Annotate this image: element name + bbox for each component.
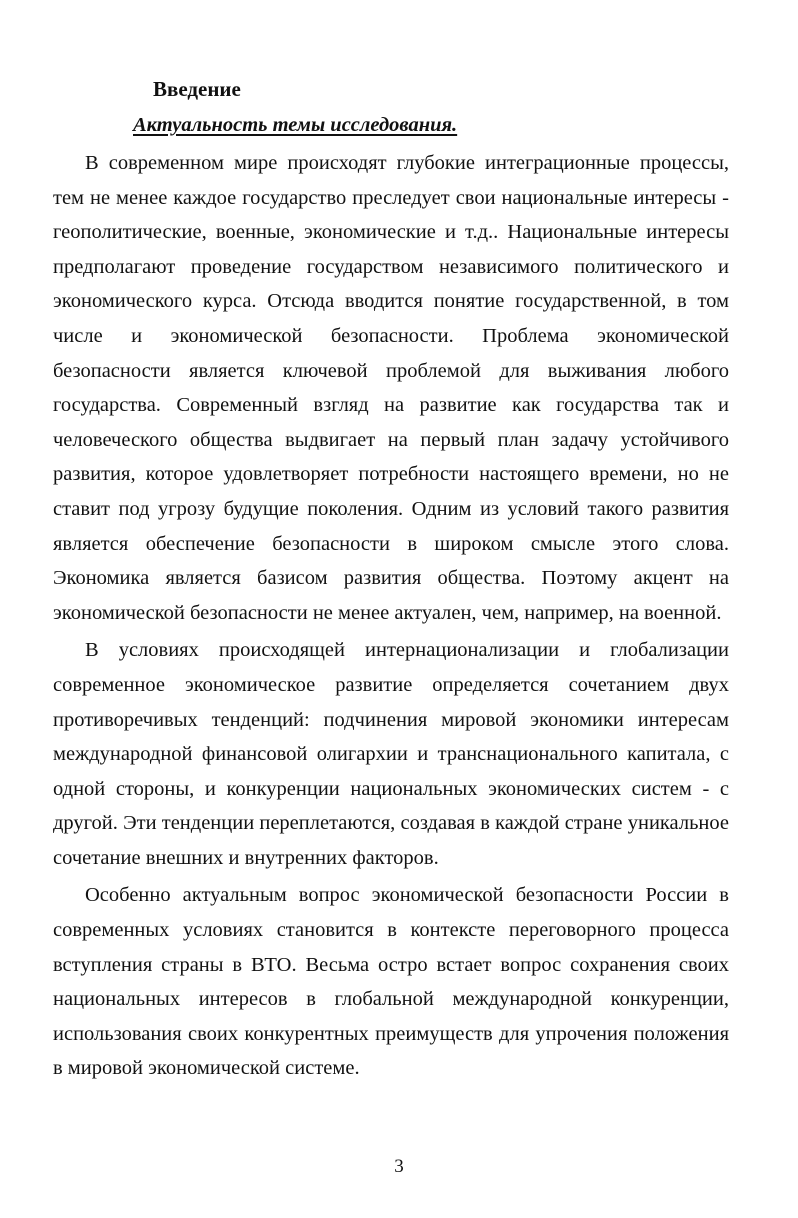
paragraph-1: В современном мире происходят глубокие интеграционные процессы, тем не менее каждое государство преследует свои национальные интересы - геополитические, военные, экономические и т.д.. Национальные интересы предполагают проведение государством независимого политического и экономического курса. Отсюда вводится понятие государственной, в том числе и экономической безопасности. Проблема экономической безопасности является ключевой проблемой для выживания любого государства. Современный взгляд на развитие как государства так и человеческого общества выдвигает на первый план задачу устойчивого развития, которое удовлетворяет потребности настоящего времени, но не ставит под угрозу будущие поколения. Одним из условий такого развития является обеспечение безопасности в широком смысле этого слова. Экономика является базисом развития общества. Поэтому акцент на экономической безопасности не менее актуален, чем, например, на военной. (53, 152, 729, 624)
paragraph-3: Особенно актуальным вопрос экономической безопасности России в современных условиях становится в контексте переговорного процесса вступления страны в ВТО. Весьма остро встает вопрос сохранения своих национальных интересов в глобальной международной конкуренции, использования своих конкурентных преимуществ для упрочения положения в мировой экономической системе. (53, 884, 729, 1080)
paragraph-2: В условиях происходящей интернационализации и глобализации современное экономическое развитие определяется сочетанием двух противоречивых тенденций: подчинения мировой экономики интересам международной финансовой олигархии и транснационального капитала, с одной стороны, и конкуренции национальных экономических систем - с другой. Эти тенденции переплетаются, создавая в каждой стране уникальное сочетание внешних и внутренних факторов. (53, 639, 729, 869)
page-number: 3 (394, 1156, 404, 1177)
body-text (53, 146, 729, 1086)
section-subheading: Актуальность темы исследования. (133, 114, 458, 136)
section-heading: Введение (153, 77, 241, 101)
